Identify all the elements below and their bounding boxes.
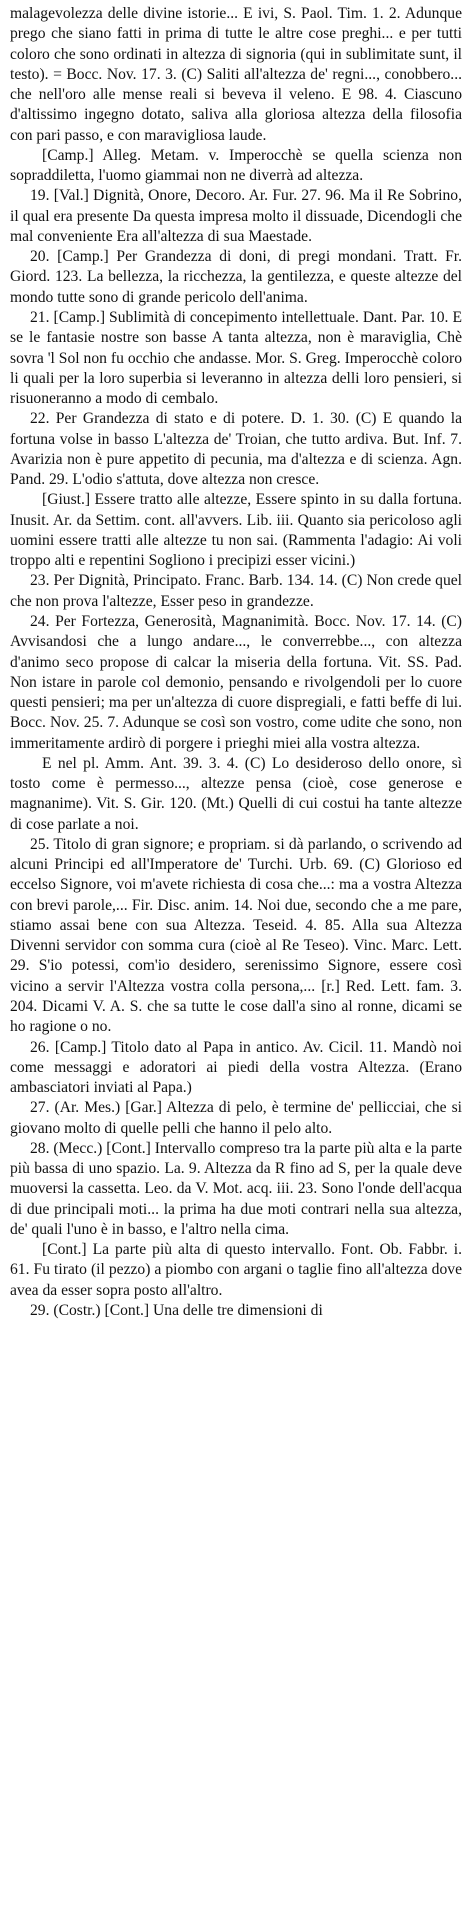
entry-text: E nel pl. Amm. Ant. 39. 3. 4. (C) Lo desideroso dello onore, sì tosto come è permesso..., altezze pensa (cioè, cose generose e magnanime). Vit. S. Gir. 120. (Mt.) Quelli di cui costui ha tante altezze di cose parlate a noi. (10, 754, 462, 833)
entry-text: [Cont.] La parte più alta di questo intervallo. Font. Ob. Fabbr. i. 61. Fu tirato (il pezzo) a piombo con argani o taglie fino all'altezza dove avea da esser sopra posto all'altro. (10, 1241, 462, 1299)
entry-text: 22. Per Grandezza di stato e di potere. D. 1. 30. (C) E quando la fortuna volse in basso L'altezza de' Troian, che tutto ardiva. But. Inf. 7. Avarizia non è pure appetito di pecunia, ma d'altezza e di scienza. Agn. Pand. 29. L'odio s'attuta, dove altezza non cresce. (10, 410, 462, 489)
entry-text: 27. (Ar. Mes.) [Gar.] Altezza di pelo, è termine de' pellicciai, che si giovano molto di quelle pelli che hanno il pelo alto. (10, 1099, 462, 1137)
entry-text: 19. [Val.] Dignità, Onore, Decoro. Ar. Fur. 27. 96. Ma il Re Sobrino, il qual era presente Da questa impresa molto il dissuade, Dicendogli che mal conveniente Era all'altezza di sua Maestade. (10, 187, 462, 245)
entry-text: [Giust.] Essere tratto alle altezze, Essere spinto in su dalla fortuna. Inusit. Ar. da Settim. cont. all'avvers. Lib. iii. Quanto sia pericoloso agli uomini essere tratti alle altezze tu non sai. (Rammenta l'adagio: Ai voli troppo alti e repentini Sogliono i precipizi esser vicini.) (10, 491, 462, 570)
entry-text: malagevolezza delle divine istorie... E ivi, S. Paol. Tim. 1. 2. Adunque prego che siano fatti in prima di tutte le altre cose preghi... e per tutti coloro che sono ordinati in altezza di signoria (qui in sublimitate sunt, il testo). = Bocc. Nov. 17. 3. (C) Saliti all'altezza de' regni..., conobbero... che nell'oro alle mense reali si beveva il veleno. E 98. 4. Ciascuno d'altissimo ingegno dotato, saliva alla gloriosa altezza della filosofia con pari passo, e con maravigliosa laude. (10, 5, 462, 144)
entry-text: 25. Titolo di gran signore; e propriam. si dà parlando, o scrivendo ad alcuni Principi ed all'Imperatore de' Turchi. Urb. 69. (C) Glorioso ed eccelso Signore, voi m'avete richiesta di cosa che...: ma a vostra Altezza con brevi parole,... Fir. Disc. anim. 14. Noi due, secondo che a me pare, stiamo assai bene con sua Altezza. Teseid. 4. 85. Alla sua Altezza Divenni servidor con somma cura (cioè al Re Teseo). Vinc. Marc. Lett. 29. S'io potessi, com'io desidero, serenissimo Signore, essere così vicino a servir l'Altezza vostra colla persona,... [r.] Red. Lett. fam. 3. 204. Dicami V. A. S. che sa tutte le cose dall'a sino al ronne, dicami se ho ragione o no. (10, 835, 462, 1036)
entry-text: [Camp.] Alleg. Metam. v. Imperocchè se quella scienza non sopraddiletta, l'uomo giammai non ne diverrà ad altezza. (10, 146, 462, 185)
entry-text: 23. Per Dignità, Principato. Franc. Barb. 134. 14. (C) Non crede quel che non prova l'altezze, Esser peso in grandezze. (10, 572, 462, 610)
entry-text: 26. [Camp.] Titolo dato al Papa in antico. Av. Cicil. 11. Mandò noi come messaggi e adoratori ai piedi della vostra Altezza. (Erano ambasciatori inviati al Papa.) (10, 1038, 462, 1097)
entry-text: 28. (Mecc.) [Cont.] Intervallo compreso tra la parte più alta e la parte più bassa di uno spazio. La. 9. Altezza da R fino ad S, per la quale deve muoversi la cassetta. Leo. da V. Mot. acq. iii. 23. Sono l'onde dell'acqua di due principali moti... la prima ha due moti contrari nella sua altezza, de' quali l'uno è in basso, e l'altro nella cima. (10, 1139, 462, 1238)
entry-text: 24. Per Fortezza, Generosità, Magnanimità. Bocc. Nov. 17. 14. (C) Avvisandosi che a lungo andare..., le converrebbe..., con altezza d'animo seco propose di calcar la miseria della fortuna. Vit. SS. Pad. Non istare in parole col demonio, pensando e rivolgendoli per lo cuore questi pensieri; ma per un'altezza di cuore dispregiali, e fatti beffe di lui. Bocc. Nov. 25. 7. Adunque se così son vostro, come udite che sono, non immeritamente ardirò di porgere i prieghi miei alla vostra altezza. (10, 612, 462, 752)
entry-text: 20. [Camp.] Per Grandezza di doni, di pregi mondani. Tratt. Fr. Giord. 123. La bellezza, la ricchezza, la gentilezza, e queste altezze del mondo tutte sono di grande pericolo dell'anima. (10, 248, 462, 306)
entry-text: 21. [Camp.] Sublimità di concepimento intellettuale. Dant. Par. 10. E se le fantasie nostre son basse A tanta altezza, non è maraviglia, Chè sovra 'l Sol non fu occhio che andasse. Mor. S. Greg. Imperocchè coloro li quali per la loro superbia si leveranno in altezza delli loro pensieri, si risuoneranno a modo di cembalo. (10, 308, 462, 408)
entry-text: 29. (Costr.) [Cont.] Una delle tre dimensioni di (30, 1302, 323, 1319)
